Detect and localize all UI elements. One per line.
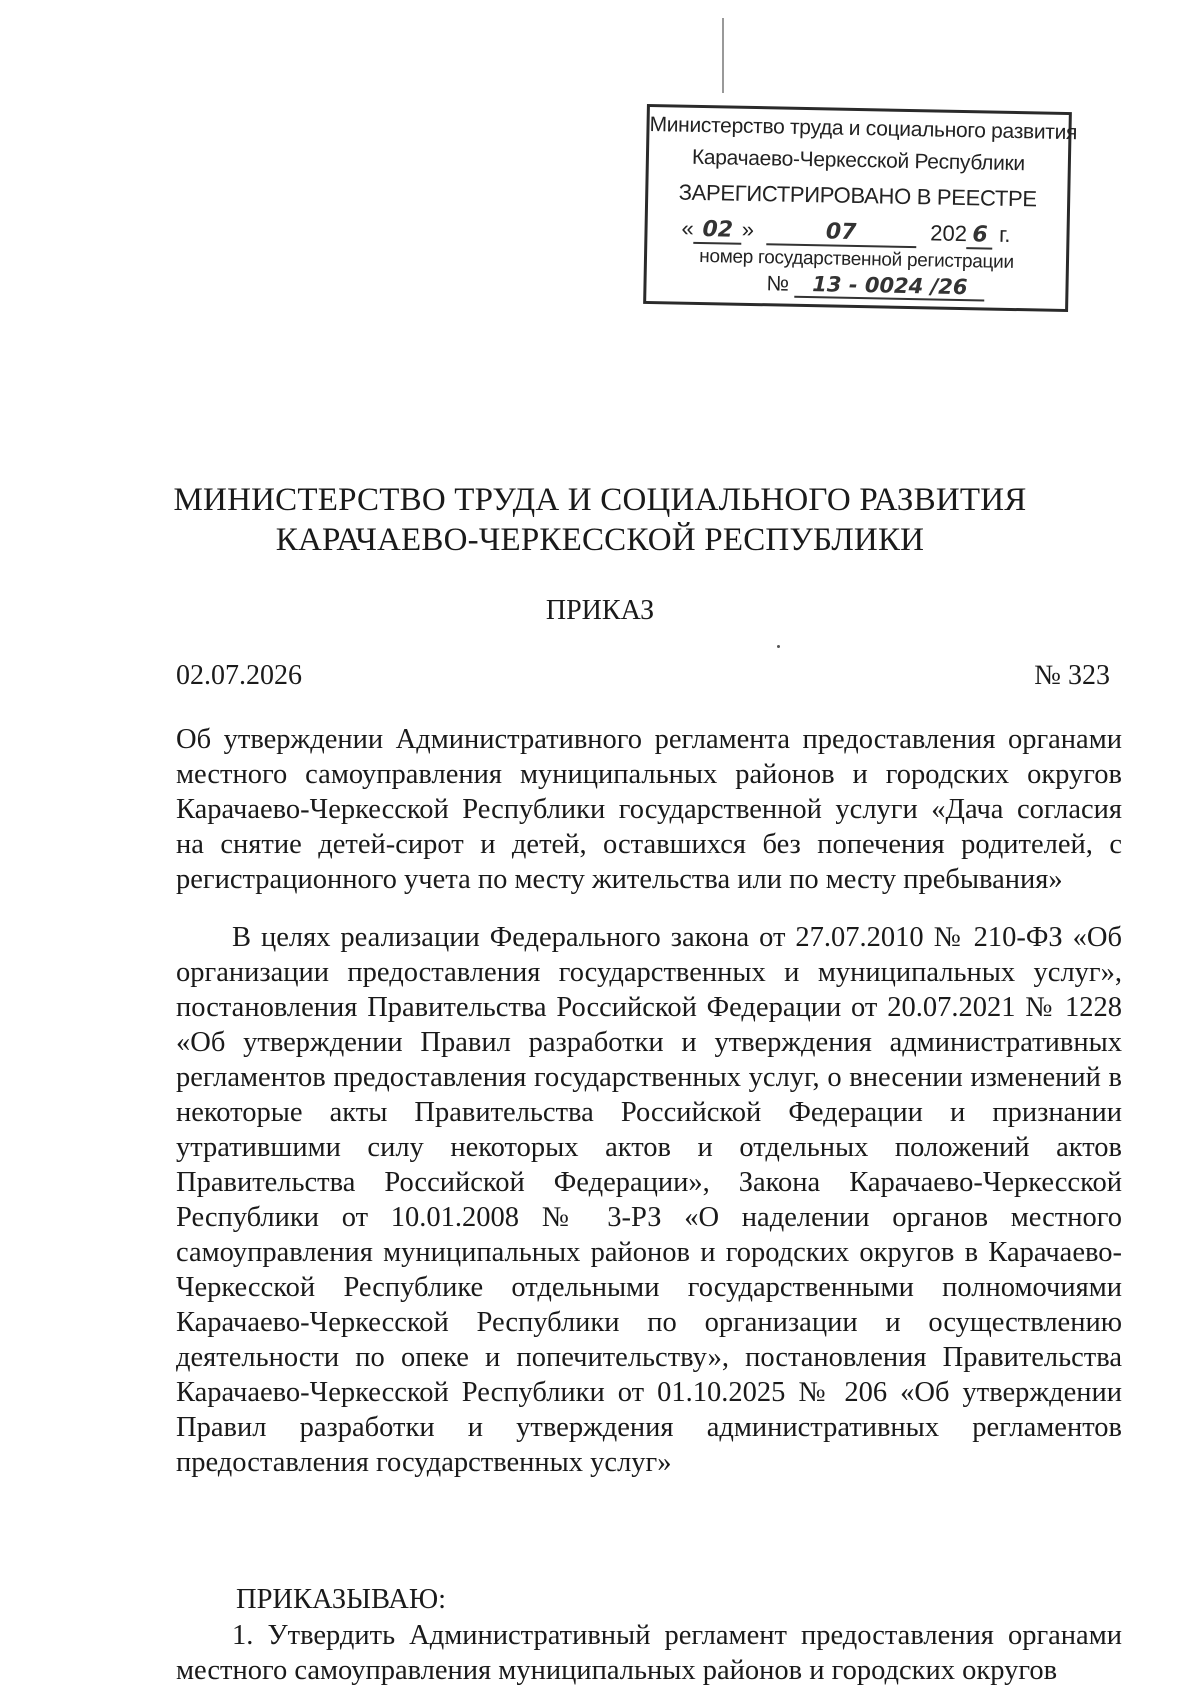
pencil-mark [722, 18, 724, 93]
stamp-republic: Карачаево-Черкесской Республики [691, 145, 1026, 176]
stamp-date: « 02 » 07 202 6 г. [681, 216, 1051, 255]
scan-speck [777, 645, 780, 648]
ministry-title-line1: МИНИСТЕРСТВО ТРУДА И СОЦИАЛЬНОГО РАЗВИТИЯ [173, 482, 1027, 518]
stamp-month: 07 [766, 218, 916, 248]
stamp-year-suffix: 6 [967, 222, 994, 249]
document-date: 02.07.2026 [176, 660, 302, 691]
stamp-year-prefix: 202 [930, 220, 968, 247]
registration-stamp [643, 104, 1078, 312]
number-sign: № [766, 272, 790, 296]
stamp-reg-number-line [766, 271, 985, 301]
order-word: ПРИКАЗЫВАЮ: [236, 1584, 447, 1615]
stamp-reg-label: номер государственной регистрации [699, 245, 1014, 274]
preamble-paragraph: В целях реализации Федерального закона от 27.07.2010 № 210-ФЗ «Об организации предоставления государственных и муниципальных услуг», постановления Правительства Российской Федерации от 20.07.2021 № 1228 «Об утверждении Правил разработки и утверждения административных регламентов предоставления государственных услуг, о внесении изменений в некоторые акты Правительства Российской Федерации и признании утратившими силу некоторых актов и отдельных положений актов Правительства Российской Федерации», Закона Карачаево-Черкесской Республики от 10.01.2008 № 3-РЗ «О наделении органов местного самоуправления муниципальных районов и городских округов в Карачаево-Черкесской Республике отдельными государственными полномочиями Карачаево-Черкесской Республики по организации и осуществлению деятельности по опеке и попечительству», постановления Правительства Карачаево-Черкесской Республики от 01.10.2025 № 206 «Об утверждении Правил разработки и утверждения административных регламентов предоставления государственных услуг» [176, 922, 1122, 1478]
stamp-registered: ЗАРЕГИСТРИРОВАНО В РЕЕСТРЕ [678, 179, 1037, 212]
stamp-day: 02 [694, 217, 743, 245]
stamp-year-unit: г. [998, 221, 1011, 247]
stamp-ministry: Министерство труда и социального развития [649, 112, 1078, 145]
document-number: № 323 [1034, 660, 1110, 691]
ministry-title-line2: КАРАЧАЕВО-ЧЕРКЕССКОЙ РЕСПУБЛИКИ [275, 522, 925, 558]
document-subject: Об утверждении Административного регламента предоставления органами местного самоуправления муниципальных районов и городских округов Карачаево-Черкесской Республики государственной услуги «Дача согласия на снятие детей-сирот и детей, оставшихся без попечения родителей, с регистрационного учета по месту жительства или по месту пребывания» [176, 724, 1122, 895]
order-item-1: 1. Утвердить Административный регламент предоставления органами местного самоуправления муниципальных районов и городских округов [176, 1620, 1122, 1686]
stamp-reg-number: 13 - 0024 /26 [795, 272, 985, 302]
document-type: ПРИКАЗ [545, 595, 655, 626]
